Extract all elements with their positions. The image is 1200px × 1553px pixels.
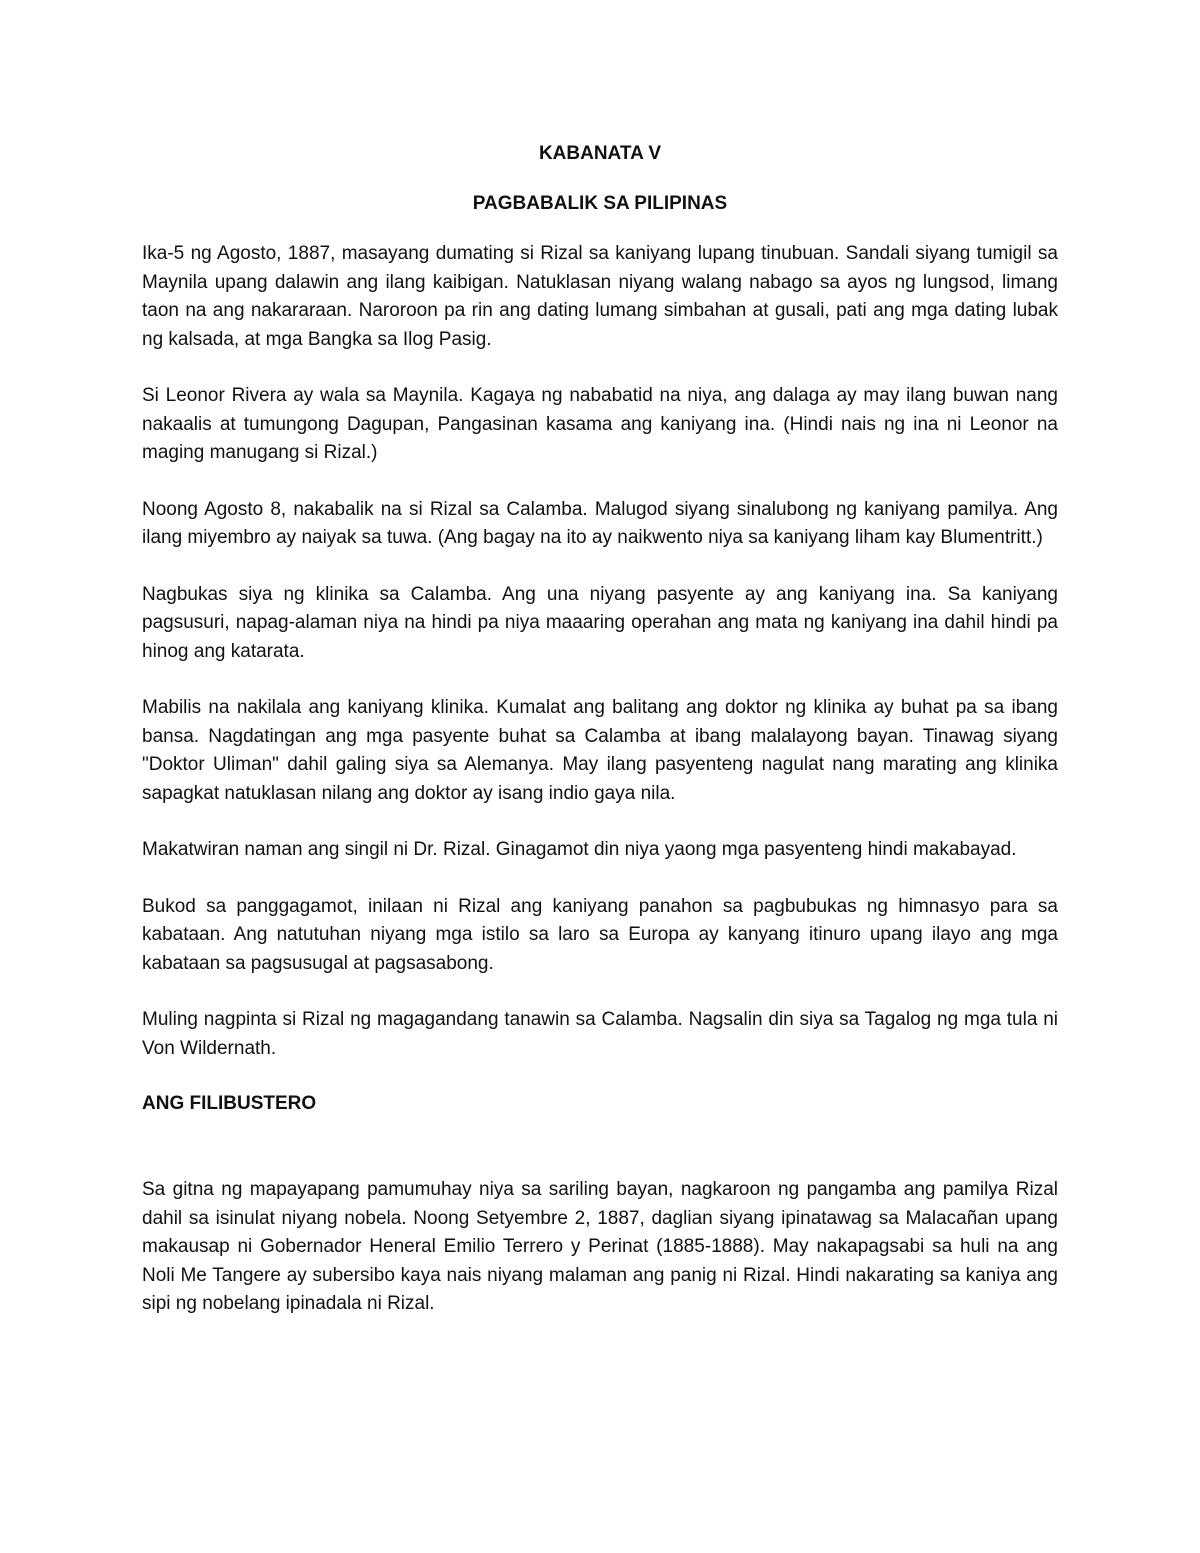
paragraph: Makatwiran naman ang singil ni Dr. Rizal. Ginagamot din niya yaong mga pasyenteng hindi makabayad. (142, 839, 1017, 860)
paragraph: Noong Agosto 8, nakabalik na si Rizal sa Calamba. Malugod siyang sinalubong ng kaniyang pamilya. Ang ilang miyembro ay naiyak sa tuwa. (Ang bagay na ito ay naikwento niya sa kaniyang liham kay Blumentritt.) (142, 498, 1058, 548)
paragraph: Sa gitna ng mapayapang pamumuhay niya sa sariling bayan, nagkaroon ng pangamba ang pamilya Rizal dahil sa isinulat niyang nobela. Noong Setyembre 2, 1887, daglian siyang ipinatawag sa Malacañan upang makausap ni Gobernador Heneral Emilio Terrero y Perinat (1885-1888). May nakapagsabi sa huli na ang Noli Me Tangere ay subersibo kaya nais niyang malaman ang panig ni Rizal. Hindi nakarating sa kaniya ang sipi ng nobelang ipinadala ni Rizal. (142, 1179, 1058, 1314)
paragraph: Bukod sa panggagamot, inilaan ni Rizal ang kaniyang panahon sa pagbubukas ng himnasyo para sa kabataan. Ang natutuhan niyang mga istilo sa laro sa Europa ay kanyang itinuro upang ilayo ang mga kabataan sa pagsusugal at pagsasabong. (142, 895, 1058, 974)
page-content (142, 140, 1058, 1319)
paragraph: Mabilis na nakilala ang kaniyang klinika. Kumalat ang balitang ang doktor ng klinika ay buhat pa sa ibang bansa. Nagdatingan ang mga pasyente buhat sa Calamba at ibang malalayong bayan. Tinawag siyang "Doktor Uliman" dahil galing siya sa Alemanya. May ilang pasyenteng nagulat nang marating ang klinika sapagkat natuklasan nilang ang doktor ay isang indio gaya nila. (142, 697, 1058, 804)
paragraph: Muling nagpinta si Rizal ng magagandang tanawin sa Calamba. Nagsalin din siya sa Tagalog ng mga tula ni Von Wildernath. (142, 1009, 1058, 1059)
paragraph: Nagbukas siya ng klinika sa Calamba. Ang una niyang pasyente ay ang kaniyang ina. Sa kaniyang pagsusuri, napag-alaman niya na hindi pa niya maaaring operahan ang mata ng kaniyang ina dahil hindi pa hinog ang katarata. (142, 583, 1058, 662)
chapter-title: KABANATA V (538, 143, 662, 164)
paragraph: Ika-5 ng Agosto, 1887, masayang dumating si Rizal sa kaniyang lupang tinubuan. Sandali siyang tumigil sa Maynila upang dalawin ang ilang kaibigan. Natuklasan niyang walang nabago sa ayos ng lungsod, limang taon na ang nakararaan. Naroroon pa rin ang dating lumang simbahan at gusali, pati ang mga dating lubak ng kalsada, at mga Bangka sa Ilog Pasig. (142, 243, 1058, 350)
paragraph: Si Leonor Rivera ay wala sa Maynila. Kagaya ng nababatid na niya, ang dalaga ay may ilang buwan nang nakaalis at tumungong Dagupan, Pangasinan kasama ang kaniyang ina. (Hindi nais ng ina ni Leonor na maging manugang si Rizal.) (142, 385, 1058, 463)
section-heading: ANG FILIBUSTERO (142, 1093, 317, 1114)
chapter-subtitle: PAGBABALIK SA PILIPINAS (472, 193, 728, 214)
